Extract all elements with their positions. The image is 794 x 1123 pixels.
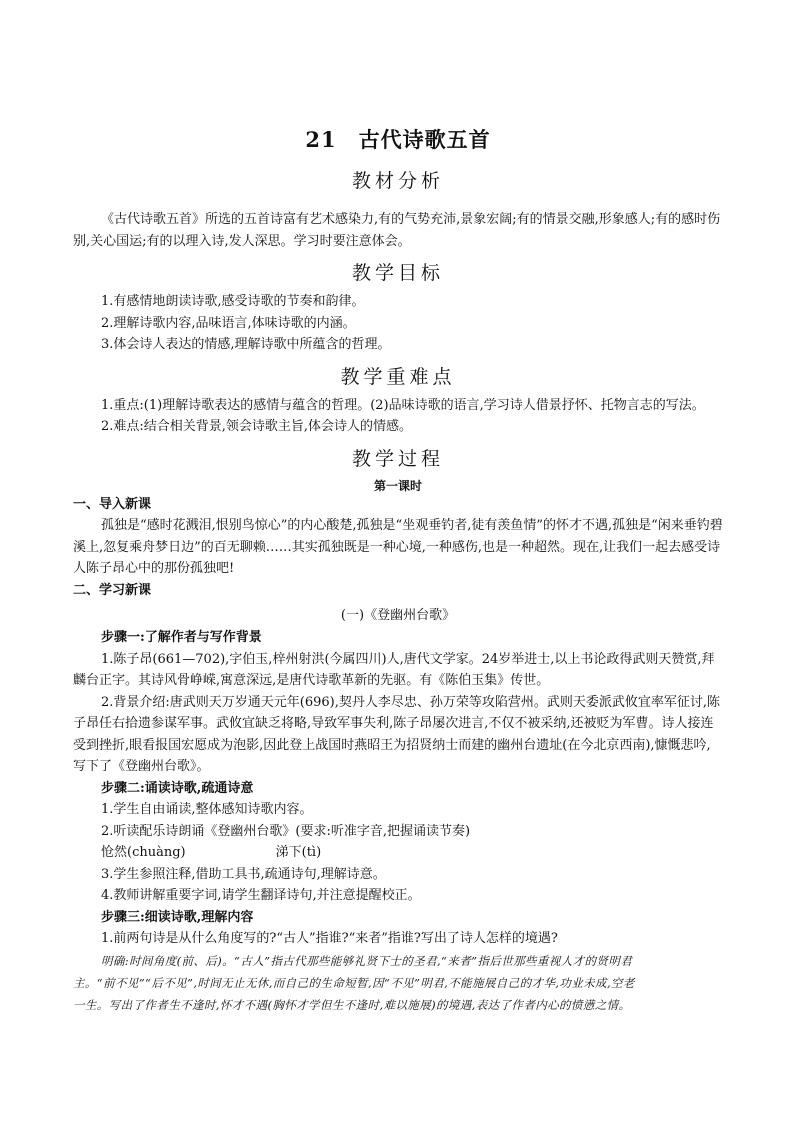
step-heading: 步骤一:了解作者与写作背景 <box>101 630 262 645</box>
pronunciation-line <box>73 842 723 864</box>
lesson-period: 第一课时 <box>373 478 422 493</box>
document-content <box>73 120 723 1016</box>
answer-line: 明确:时间角度(前、后)。“古人”指古代那些能够礼贤下士的圣君,“来者”指后世那些重视人才的贤明君 <box>101 953 633 968</box>
step2-item: 2.听读配乐诗朗诵《登幽州台歌》(要求:听准字音,把握诵读节奏) <box>101 823 471 839</box>
step1-item: 2.背景介绍:唐武则天万岁通天元年(696),契丹人李尽忠、孙万荣等攻陷营州。武则天委派武攸宜率军征讨,陈子昂任右拾遗参谋军事。武攸宜缺乏将略,导致军事失利,陈子昂屡次进言,不仅不被采纳,还被贬为军曹。诗人接连受到挫折,眼看报国宏愿成为泡影,因此登上战国时燕昭王为招贤纳士而建的幽州台遗址(在今北京西南),慷慨悲吟,写下了《登幽州台歌》。 <box>73 694 721 774</box>
step2-item: 1.学生自由诵读,整体感知诗歌内容。 <box>101 802 313 817</box>
answer-line: 一生。写出了作者生不逢时,怀才不遇(胸怀才学但生不逢时,难以施展)的境遇,表达了作者内心的愤懑之情。 <box>73 997 631 1012</box>
section-heading-process: 教学过程 <box>351 447 444 470</box>
answer-line: 主。“前不见”“后不见”,时间无止无休,而自己的生命短暂,因“不见”明君,不能施展自己的才华,功业未成,空老 <box>73 975 635 990</box>
lesson-title-text: 古代诗歌五首 <box>358 127 491 152</box>
part1-heading: 一、导入新课 <box>73 496 152 512</box>
lesson-number: 21 <box>305 127 337 152</box>
step-heading: 步骤二:诵读诗歌,疏通诗意 <box>101 780 254 796</box>
part2-heading: 二、学习新课 <box>73 582 152 598</box>
objective-item: 2.理解诗歌内容,品味语言,体味诗歌的内涵。 <box>101 315 356 331</box>
section-heading-keypoints: 教学重难点 <box>340 365 456 388</box>
lesson-title <box>73 124 723 154</box>
step2-item: 3.学生参照注释,借助工具书,疏通诗句,理解诗意。 <box>101 866 386 882</box>
poem-title: (一)《登幽州台歌》 <box>340 608 456 623</box>
keypoint-item: 2.难点:结合相关背景,领会诗歌主旨,体会诗人的情感。 <box>101 419 413 434</box>
pronunciation-item: 怆然(chuàng) <box>101 845 186 860</box>
pronunciation-item: 涕下(tì) <box>275 845 322 860</box>
keypoint-item: 1.重点:(1)理解诗歌表达的感情与蕴含的哲理。(2)品味诗歌的语言,学习诗人借景抒怀、托物言志的写法。 <box>101 397 705 413</box>
section-heading-objectives: 教学目标 <box>351 262 444 284</box>
section-heading-analysis: 教材分析 <box>351 170 444 192</box>
objective-item: 3.体会诗人表达的情感,理解诗歌中所蕴含的哲理。 <box>101 337 391 352</box>
analysis-paragraph: 《古代诗歌五首》所选的五首诗富有艺术感染力,有的气势充沛,景象宏阔;有的情景交融,形象感人;有的感时伤别,关心国运;有的以理入诗,发人深思。学习时要注意体会。 <box>73 212 721 249</box>
step2-item: 4.教师讲解重要字词,请学生翻译诗句,并注意提醒校正。 <box>101 888 421 903</box>
step1-item: 1.陈子昂(661—702),字伯玉,梓州射洪(今属四川)人,唐代文学家。24岁举进士,以上书论政得武则天赞赏,拜麟台正字。其诗风骨峥嵘,寓意深远,是唐代诗歌革新的先驱。有《陈伯玉集》传世。 <box>73 651 715 688</box>
part1-paragraph: 孤独是“感时花溅泪,恨别鸟惊心”的内心酸楚,孤独是“坐观垂钓者,徒有羡鱼情”的怀才不遇,孤独是“闲来垂钓碧溪上,忽复乘舟梦日边”的百无聊赖……其实孤独既是一种心境,一种感伤,也是一种超然。现在,让我们一起去感受诗人陈子昂心中的那份孤独吧! <box>73 518 723 576</box>
question-item: 1.前两句诗是从什么角度写的?“古人”指谁?“来者”指谁?写出了诗人怎样的境遇? <box>101 931 558 946</box>
objective-item: 1.有感情地朗读诗歌,感受诗歌的节奏和韵律。 <box>101 294 365 309</box>
step-heading: 步骤三:细读诗歌,理解内容 <box>101 909 254 925</box>
